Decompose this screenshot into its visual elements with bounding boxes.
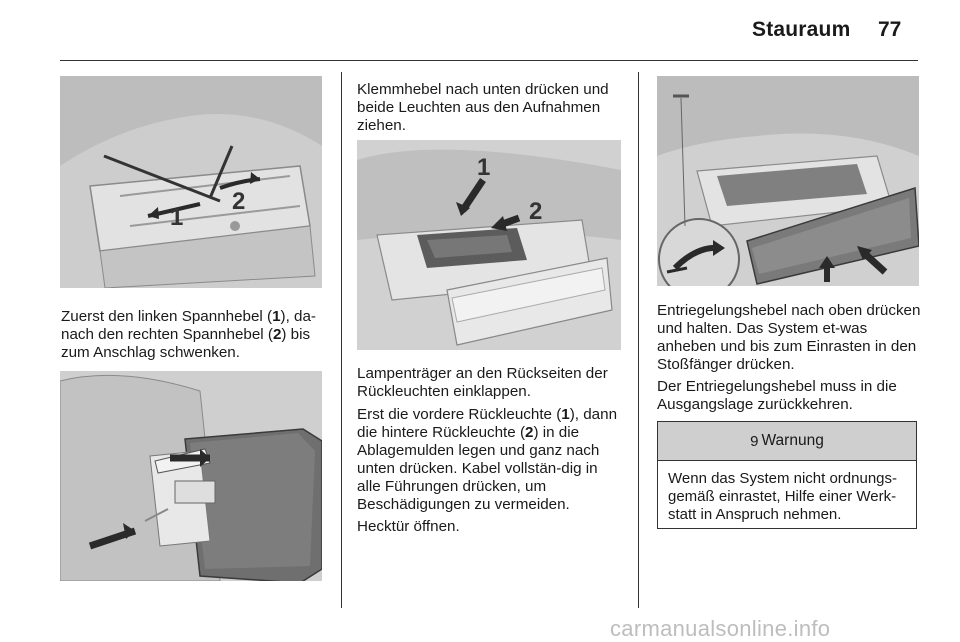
- entriegelung-drawing: [657, 76, 919, 286]
- illustration-rueckleuchten: [357, 140, 621, 350]
- page-number: 77: [878, 18, 902, 41]
- step-text-rueckleuchten: [357, 406, 623, 514]
- step-text-entriegelung: Entriegelungshebel nach oben drücken und halten. Das System et-was anheben und bis zum Einrasten in den Stoßfänger drücken.: [657, 302, 921, 373]
- illustration-lampentraeger: [60, 371, 322, 581]
- header-rule: [60, 60, 918, 61]
- lampentraeger-drawing: [60, 371, 322, 581]
- column-divider-left: [341, 72, 342, 608]
- ref-number: 2: [272, 326, 282, 343]
- figure-label-2: 2: [529, 198, 543, 225]
- figure-label-1: 1: [170, 204, 184, 231]
- page-title: Stauraum: [752, 18, 851, 41]
- step-text-hecktuer: Hecktür öffnen.: [357, 518, 460, 535]
- ref-number: 2: [525, 424, 534, 441]
- ref-number: 1: [561, 406, 570, 423]
- warning-text: Wenn das System nicht ordnungs-gemäß einrastet, Hilfe einer Werk-statt in Anspruch nehmen.: [668, 470, 898, 523]
- figure-label-1: 1: [477, 154, 491, 181]
- warning-header: [658, 422, 916, 461]
- column-divider-right: [638, 72, 639, 608]
- step-text-lampentraeger: Lampenträger an den Rückseiten der Rückleuchten einklappen.: [357, 365, 608, 400]
- warning-icon: 9: [750, 432, 759, 450]
- text-segment: ) in die Ablagemulden legen und ganz nach unten drücken. Kabel vollstän-dig in alle Führungen drücken, um Beschädigungen zu vermeiden.: [357, 424, 600, 513]
- intro-text-klemmhebel: Klemmhebel nach unten drücken und beide Leuchten aus den Aufnahmen ziehen.: [357, 81, 609, 134]
- figure-label-2: 2: [232, 188, 246, 215]
- warning-box: [657, 421, 917, 529]
- step-text-ausgangslage: Der Entriegelungshebel muss in die Ausgangslage zurückkehren.: [657, 378, 897, 413]
- ref-number: 1: [272, 308, 281, 325]
- text-segment: ) bis zum Anschlag schwenken.: [61, 326, 311, 361]
- watermark: carmanualsonline.info: [610, 616, 831, 641]
- spannhebel-drawing: [60, 76, 322, 288]
- text-segment: ), dann die hintere Rückleuchte (: [357, 406, 618, 441]
- page-header: [0, 0, 960, 60]
- warning-title: Warnung: [761, 432, 824, 449]
- text-segment: Zuerst den linken Spannhebel (: [61, 308, 273, 325]
- text-segment: Erst die vordere Rückleuchte (: [357, 406, 562, 423]
- illustration-entriegelung: [657, 76, 919, 286]
- step-text-spannhebel: [61, 308, 325, 362]
- illustration-spannhebel: [60, 76, 322, 288]
- text-segment: ), da-nach den rechten Spannhebel (: [61, 308, 316, 343]
